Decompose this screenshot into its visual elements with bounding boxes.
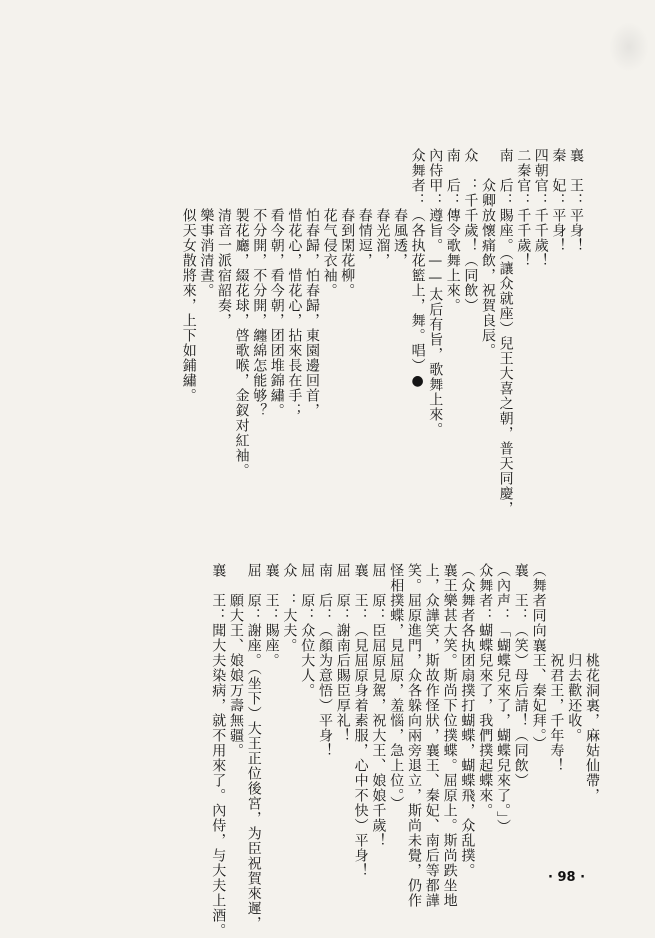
- text-column: 春到閑花柳。: [339, 148, 356, 298]
- text-column: 上，众譁笑，斯故作怪狀，襄王、秦妃、南后等都譁: [423, 563, 440, 908]
- text-column: 看今朝，看今朝，团团堆錦繡。: [268, 148, 285, 418]
- text-column: 不分開，不分開，纏綿怎能够？: [251, 148, 268, 418]
- text-column: 襄王樂甚大笑。斯尚下位撲蝶。屈原上。斯尚跌坐地: [441, 563, 458, 908]
- text-column: （众舞者各执团扇撲打蝴蝶，蝴蝶飛，众乱撲。: [459, 563, 476, 878]
- text-column: 樂事消清晝。: [198, 148, 215, 298]
- text-column: 二秦官：千千歲！: [515, 148, 532, 268]
- text-column: 祝君王，千年寿！: [548, 563, 565, 773]
- text-column: 屈 原：众位大人。: [299, 563, 316, 698]
- text-column: 笑。屈原進門，众各躲向兩旁退立，斯尚未覺，仍作: [406, 563, 422, 908]
- text-column: （舞者同向襄王、秦妃拜。）: [530, 563, 547, 751]
- text-column: 襄 王：賜座。: [263, 563, 280, 668]
- text-column: 南 后：賜座。（讓众就座）兒王大喜之朝，普天同慶，: [497, 148, 514, 516]
- paper-stain: [609, 22, 649, 72]
- text-column: 惜花心，惜花心，拈來長在手；: [286, 148, 303, 418]
- text-column: 春情逗，: [356, 148, 373, 268]
- text-column: 似天女散將來，上下如鋪繡。: [180, 148, 197, 403]
- text-column: 願大王、娘娘万壽無疆。: [228, 563, 244, 758]
- text-column: 襄 王：（笑）母后請！（同飲）: [512, 563, 529, 788]
- text-column: 內侍甲：遵旨。——太后有旨，歌舞上來。: [427, 148, 444, 437]
- text-column: 南 后：傳令歌舞上來。: [444, 148, 461, 313]
- text-column: 南 后：（顏为意悟）平身！: [317, 563, 333, 758]
- page-number: · 98 ·: [548, 870, 586, 885]
- text-column: 众卿放懷痛飲，祝賀良辰。: [480, 148, 496, 358]
- text-column: 屈 原：謝座。（坐下）大王正位後宮，为臣祝賀來遲，: [245, 563, 262, 931]
- text-column: 桃花洞裏，麻姑仙帶，: [584, 563, 600, 803]
- text-column: 春風透，: [392, 148, 408, 268]
- text-column: 众舞者：蝴蝶兒來了，我們撲起蝶來。: [477, 563, 494, 818]
- text-column: 怕春歸，怕春歸，東園邊回首，: [304, 148, 320, 418]
- text-column: 屈 原：臣屈原見駕，祝大王、娘娘千歲！: [370, 563, 387, 848]
- text-column: （內声：「蝴蝶兒來了，蝴蝶兒來了。」）: [495, 563, 511, 834]
- text-column: 四朝官：千千歲！: [532, 148, 549, 268]
- text-column: 秦 妃：平身！: [550, 148, 567, 253]
- text-column: 清音一派宿韶奏，: [216, 148, 232, 328]
- text-column: 襄 王：聞大夫染病，就不用來了。內侍，与大夫上酒。: [210, 563, 227, 938]
- text-column: 归去歡还收。: [566, 563, 583, 743]
- text-column: 怪相撲蝶，見屈原，羞惱，急上位。）: [388, 563, 405, 811]
- text-column: 襄 王：（見屈原身着素服，心中不快）平身！: [352, 563, 369, 878]
- text-column: 众舞者：（各执花籃上，舞。唱）●: [409, 148, 426, 390]
- text-column: 众 ：千千歲！（同飲）: [462, 148, 479, 313]
- text-column: 屈 原：謝南后賜臣厚礼！: [334, 563, 351, 743]
- text-column: 众 ：大夫。: [281, 563, 298, 653]
- text-column: 花气侵衣袖。: [321, 148, 338, 298]
- text-column: 襄 王：平身！: [568, 148, 584, 253]
- text-column: 製花廳，綴花球，啓歌喉，金釵对紅袖。: [233, 148, 250, 478]
- text-column: 春光溜，: [374, 148, 391, 268]
